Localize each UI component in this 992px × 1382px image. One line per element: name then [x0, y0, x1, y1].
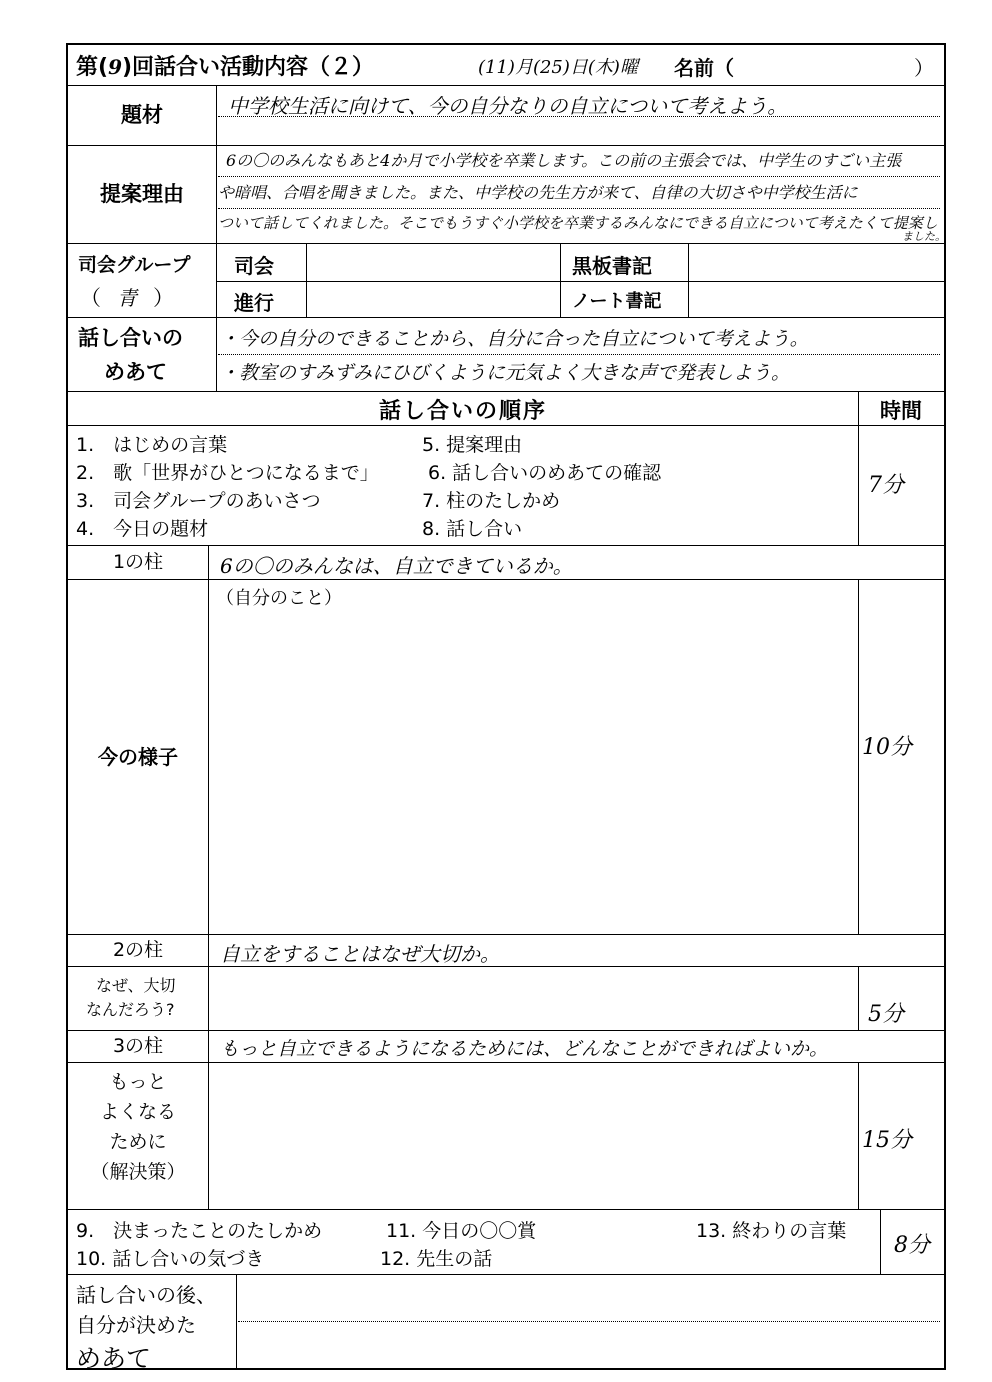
- closing-item-12: 12. 先生の話: [380, 1248, 493, 1270]
- time-header: 時間: [880, 399, 922, 423]
- order-item-8: 8. 話し合い: [422, 518, 523, 540]
- pillar1-row: [68, 545, 944, 579]
- pillar3-time: 15分: [862, 1128, 912, 1153]
- pillar1-label: 1の柱: [112, 551, 164, 574]
- after-label-line-1: 話し合いの後、: [76, 1283, 216, 1307]
- worksheet-title: [76, 50, 374, 81]
- name-close: ）: [914, 56, 934, 80]
- reason-label: 提案理由: [100, 181, 184, 206]
- role-note-writer: ノート書記: [572, 291, 662, 312]
- theme-text: 中学校生活に向けて、今の自分なりの自立について考えよう。: [228, 94, 788, 118]
- order-item-1: 1. はじめの言葉: [76, 434, 228, 456]
- closing-time: 8分: [894, 1233, 930, 1258]
- pillar3-row: [68, 1030, 944, 1062]
- order-list-row: [68, 425, 944, 545]
- closing-item-11: 11. 今日の〇〇賞: [386, 1220, 537, 1242]
- pillar1-section-label: 今の様子: [98, 745, 178, 769]
- pillar2-time: 5分: [868, 1002, 904, 1027]
- role-chair: 司会: [234, 254, 274, 278]
- group-color-open: （: [80, 286, 101, 310]
- goal-line-2: ・教室のすみずみにひびくように元気よく大きな声で発表しよう。: [220, 362, 791, 384]
- pillar2-section-label-line-1: なぜ、大切: [96, 976, 176, 995]
- pillar3-section-label-line-3: ために: [109, 1131, 167, 1153]
- theme-row: [68, 85, 944, 145]
- pillar3-section-label-line-4: （解決策）: [90, 1161, 186, 1183]
- pillar2-text: 自立をすることはなぜ大切か。: [220, 942, 500, 966]
- order-item-4: 4. 今日の題材: [76, 518, 209, 540]
- name-label: 名前（: [674, 56, 734, 80]
- pillar3-body: [68, 1062, 944, 1209]
- goal-label: [68, 318, 216, 391]
- worksheet: [66, 43, 946, 1373]
- goal-line-1: ・今の自分のできることから、自分に合った自立について考えよう。: [220, 328, 809, 350]
- order-item-2: 2. 歌「世界がひとつになるまで」: [76, 462, 379, 484]
- order-title: 話し合いの順序: [378, 399, 547, 424]
- header-row: [68, 45, 944, 85]
- reason-line-3: ついて話してくれました。そこでもうすぐ小学校を卒業するみんなにできる自立について考えたくて提案し: [218, 214, 938, 232]
- after-label-line-3: めあて: [76, 1344, 152, 1373]
- goal-label-line-1: 話し合いの: [78, 326, 183, 350]
- pillar2-section-label: [68, 967, 208, 1030]
- group-color: 青: [117, 286, 137, 310]
- reason-line-2: や暗唱、合唱を聞きました。また、中学校の先生方が来て、自律の大切さや中学校生活に: [218, 183, 858, 202]
- order-item-3: 3. 司会グループのあいさつ: [76, 490, 321, 512]
- title-rest: )回話合い活動内容（２）: [121, 55, 375, 80]
- session-number: 9: [108, 55, 122, 79]
- group-color-close: ）: [153, 286, 174, 310]
- after-label: [68, 1275, 236, 1373]
- group-label-cell: [68, 244, 216, 317]
- goal-row: [68, 317, 944, 391]
- pillar3-section-label-line-2: よくなる: [99, 1101, 176, 1123]
- pillar3-text: もっと自立できるようになるためには、どんなことができればよいか。: [220, 1038, 829, 1060]
- pillar1-text: 6の〇のみんなは、自立できているか。: [220, 554, 573, 578]
- group-row: [68, 243, 944, 317]
- after-row: [68, 1274, 944, 1373]
- group-label: 司会グループ: [78, 254, 191, 276]
- pillar3-section-label-line-1: もっと: [109, 1071, 167, 1093]
- closing-item-9: 9. 決まったことのたしかめ: [76, 1220, 323, 1242]
- pillar1-note: （自分のこと）: [216, 588, 342, 609]
- reason-line-1: 6の〇のみんなもあと4か月で小学校を卒業します。この前の主張会では、中学生のすごい主張: [226, 151, 902, 170]
- goal-label-line-2: めあて: [104, 360, 167, 384]
- pillar1-time: 10分: [862, 735, 912, 760]
- date: (11)月(25)日(木)曜: [478, 57, 638, 78]
- pillar2-label: 2の柱: [112, 939, 164, 962]
- pillar3-label: 3の柱: [112, 1035, 164, 1058]
- order-item-6: 6. 話し合いのめあての確認: [428, 462, 662, 484]
- pillar1-body: [68, 579, 944, 934]
- reason-row: [68, 145, 944, 243]
- title-prefix: 第(: [76, 55, 109, 80]
- closing-row: [68, 1209, 944, 1274]
- order-time: 7分: [868, 473, 904, 498]
- reason-line-4: ました。: [902, 230, 946, 243]
- closing-item-10: 10. 話し合いの気づき: [76, 1248, 265, 1270]
- order-header-row: [68, 391, 944, 425]
- pillar2-body: [68, 966, 944, 1030]
- role-progress: 進行: [234, 291, 274, 315]
- order-item-5: 5. 提案理由: [422, 434, 523, 456]
- closing-item-13: 13. 終わりの言葉: [696, 1220, 847, 1242]
- after-label-line-2: 自分が決めた: [76, 1313, 196, 1337]
- pillar2-row: [68, 934, 944, 966]
- group-color-row: [80, 282, 174, 312]
- pillar2-section-label-line-2: なんだろう?: [86, 1000, 175, 1019]
- role-board-writer: 黒板書記: [572, 254, 652, 278]
- theme-label: 題材: [121, 102, 163, 127]
- pillar3-section-label: [68, 1063, 208, 1209]
- order-item-7: 7. 柱のたしかめ: [422, 490, 561, 512]
